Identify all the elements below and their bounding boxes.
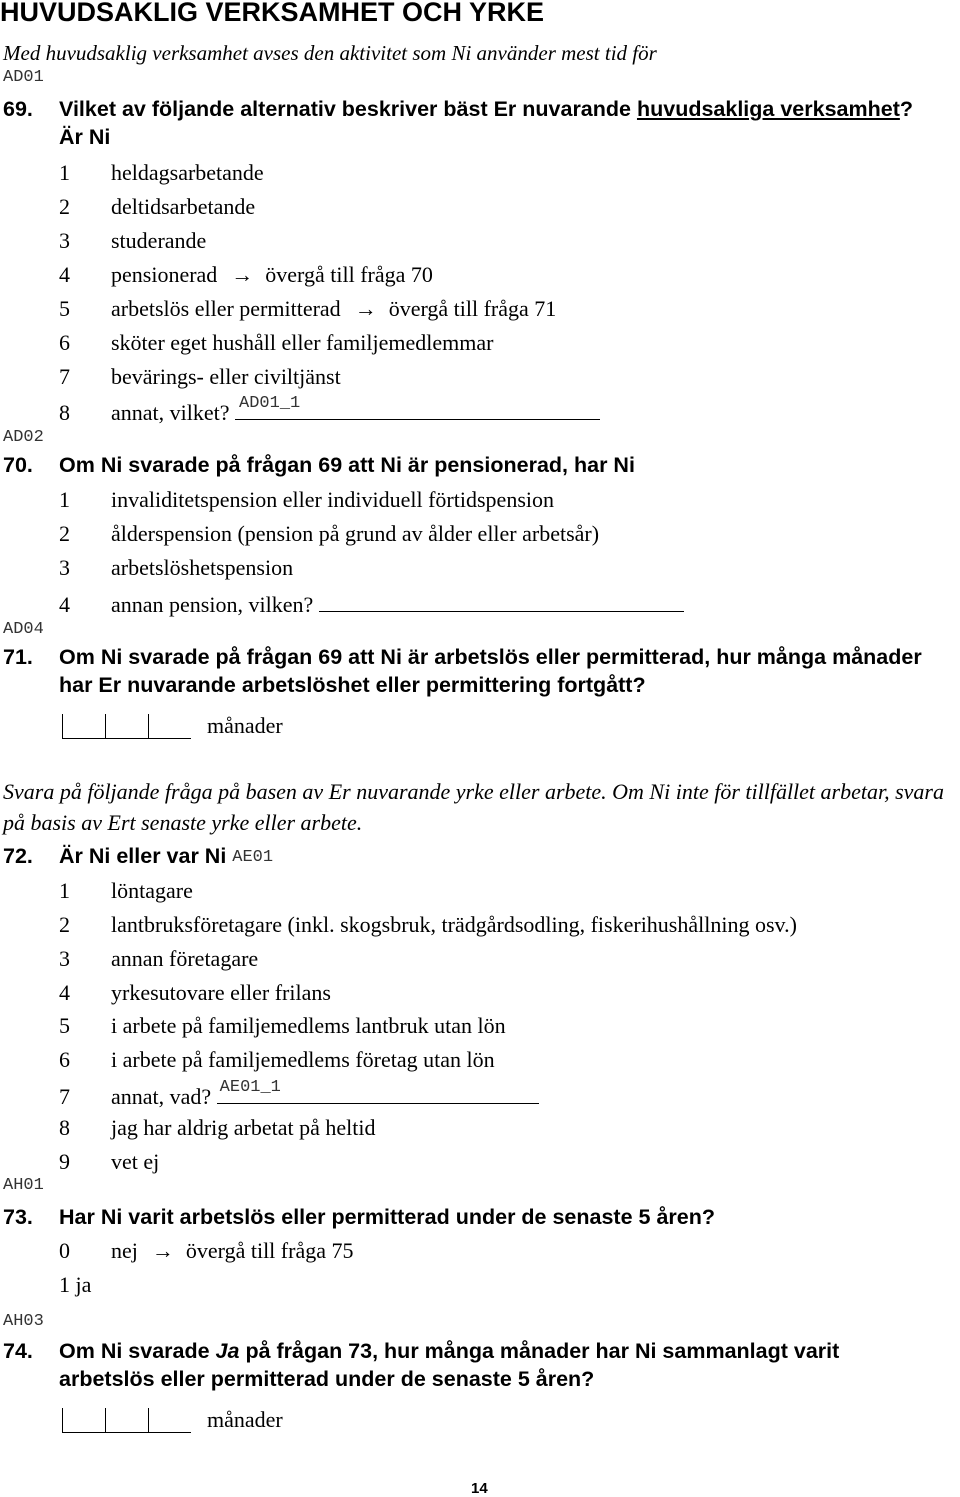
option-label: heldagsarbetande bbox=[111, 160, 264, 185]
skip-instruction: övergå till fråga 71 bbox=[388, 296, 557, 321]
unit-label: månader bbox=[207, 1407, 283, 1432]
option-69-8[interactable] bbox=[59, 394, 600, 426]
option-number: 2 bbox=[59, 912, 70, 937]
question-text-part: Om Ni svarade bbox=[59, 1339, 216, 1363]
option-label: i arbete på familjemedlems företag utan lön bbox=[111, 1047, 495, 1072]
digit-box[interactable] bbox=[62, 714, 105, 739]
question-text-71: Om Ni svarade på frågan 69 att Ni är arbetslös eller permitterad, hur många månader har Er nuvarande arbetslöshet eller permittering fortgått? bbox=[59, 645, 922, 697]
digit-box[interactable] bbox=[148, 1408, 191, 1433]
option-number: 8 bbox=[59, 400, 70, 425]
option-72-9[interactable] bbox=[59, 1149, 159, 1175]
skip-instruction: övergå till fråga 75 bbox=[185, 1238, 354, 1263]
question-text-part: Vilket av följande alternativ beskriver bäst Er nuvarande bbox=[59, 97, 637, 121]
option-72-5[interactable] bbox=[59, 1013, 506, 1039]
option-label: lantbruksföretagare (inkl. skogsbruk, trädgårdsodling, fiskerihushållning osv.) bbox=[111, 912, 797, 937]
question-number: 70. bbox=[3, 453, 33, 477]
option-70-3[interactable] bbox=[59, 555, 293, 581]
question-number: 71. bbox=[3, 645, 33, 669]
option-label: i arbete på familjemedlems lantbruk utan lön bbox=[111, 1013, 506, 1038]
option-72-1[interactable] bbox=[59, 878, 193, 904]
question-text-part: på frågan 73, hur många månader har Ni sammanlagt varit arbetslös eller permitterad under de senaste 5 åren? bbox=[59, 1339, 840, 1391]
question-code: AD04 bbox=[3, 620, 44, 639]
option-number: 3 bbox=[59, 555, 70, 580]
option-number: 9 bbox=[59, 1149, 70, 1174]
question-text-underlined: huvudsakliga verksamhet bbox=[636, 97, 900, 121]
question-code: AH01 bbox=[3, 1176, 44, 1195]
question-text-74 bbox=[59, 1337, 939, 1393]
option-72-7[interactable] bbox=[59, 1078, 539, 1110]
text-answer-field[interactable] bbox=[217, 1078, 539, 1104]
unit-label: månader bbox=[207, 713, 283, 738]
digit-box[interactable] bbox=[148, 714, 191, 739]
option-number: 4 bbox=[59, 262, 70, 287]
option-label: 1 ja bbox=[59, 1272, 92, 1297]
option-number: 6 bbox=[59, 1047, 70, 1072]
text-answer-field[interactable] bbox=[235, 394, 600, 420]
digit-box[interactable] bbox=[105, 714, 148, 739]
option-72-6[interactable] bbox=[59, 1047, 495, 1073]
option-number: 3 bbox=[59, 946, 70, 971]
option-number: 1 bbox=[59, 878, 70, 903]
option-label: yrkesutovare eller frilans bbox=[111, 980, 331, 1005]
option-number: 4 bbox=[59, 980, 70, 1005]
arrow-right-icon: → bbox=[354, 296, 377, 321]
option-label: sköter eget hushåll eller familjemedlemmar bbox=[111, 330, 494, 355]
option-number: 8 bbox=[59, 1115, 70, 1140]
page-number: 14 bbox=[471, 1480, 488, 1497]
option-number: 1 bbox=[59, 487, 70, 512]
option-label: ålderspension (pension på grund av ålder eller arbetsår) bbox=[111, 521, 600, 546]
option-label: pensionerad bbox=[111, 262, 218, 287]
option-72-2[interactable] bbox=[59, 912, 797, 938]
option-69-5[interactable] bbox=[59, 296, 556, 322]
question-text-part: Är Ni eller var Ni bbox=[59, 844, 227, 868]
arrow-right-icon: → bbox=[231, 262, 254, 287]
option-number: 2 bbox=[59, 521, 70, 546]
option-label: arbetslöshetspension bbox=[111, 555, 294, 580]
option-number: 7 bbox=[59, 1084, 70, 1109]
skip-instruction: övergå till fråga 70 bbox=[265, 262, 433, 287]
option-72-3[interactable] bbox=[59, 946, 258, 972]
question-code: AD01 bbox=[3, 68, 44, 87]
option-69-3[interactable] bbox=[59, 228, 206, 254]
option-label: annan företagare bbox=[111, 946, 259, 971]
intro-text: Med huvudsaklig verksamhet avses den aktivitet som Ni använder mest tid för bbox=[3, 41, 657, 65]
option-label: deltidsarbetande bbox=[111, 194, 256, 219]
option-label: jag har aldrig arbetat på heltid bbox=[111, 1115, 376, 1140]
field-code: AE01_1 bbox=[219, 1078, 281, 1097]
option-72-4[interactable] bbox=[59, 980, 331, 1006]
question-code: AD02 bbox=[3, 428, 44, 447]
question-text-70: Om Ni svarade på frågan 69 att Ni är pensionerad, har Ni bbox=[59, 453, 635, 477]
question-text-69 bbox=[59, 95, 929, 151]
question-number: 73. bbox=[3, 1205, 33, 1229]
option-label: löntagare bbox=[111, 878, 193, 903]
option-69-2[interactable] bbox=[59, 194, 255, 220]
option-70-1[interactable] bbox=[59, 487, 554, 513]
option-number: 7 bbox=[59, 364, 70, 389]
question-text-72 bbox=[59, 842, 273, 870]
question-number: 69. bbox=[3, 97, 33, 121]
option-number: 5 bbox=[59, 1013, 70, 1038]
question-number: 72. bbox=[3, 844, 33, 868]
months-answer-boxes[interactable] bbox=[62, 713, 283, 739]
option-number: 2 bbox=[59, 194, 70, 219]
option-label: annat, vilket? bbox=[111, 400, 230, 425]
option-70-2[interactable] bbox=[59, 521, 599, 547]
option-label: annan pension, vilken? bbox=[111, 592, 314, 617]
section-heading: HUVUDSAKLIG VERKSAMHET OCH YRKE bbox=[0, 0, 545, 27]
option-69-4[interactable] bbox=[59, 262, 433, 288]
option-number: 1 bbox=[59, 160, 70, 185]
option-72-8[interactable] bbox=[59, 1115, 376, 1141]
question-code: AE01 bbox=[232, 848, 274, 867]
months-answer-boxes[interactable] bbox=[62, 1407, 283, 1433]
option-label: invaliditetspension eller individuell förtidspension bbox=[111, 487, 554, 512]
option-69-6[interactable] bbox=[59, 330, 493, 356]
option-73-1[interactable] bbox=[59, 1272, 91, 1298]
option-69-7[interactable] bbox=[59, 364, 341, 390]
option-69-1[interactable] bbox=[59, 160, 264, 186]
option-label: studerande bbox=[111, 228, 207, 253]
question-number: 74. bbox=[3, 1339, 33, 1363]
question-text-italic: Ja bbox=[215, 1339, 240, 1363]
instruction-text: Svara på följande fråga på basen av Er nuvarande yrke eller arbete. Om Ni inte för tillfället arbetar, svara på basis av Ert senaste yrke eller arbete. bbox=[3, 779, 944, 835]
option-label: nej bbox=[111, 1238, 138, 1263]
digit-box[interactable] bbox=[62, 1408, 105, 1433]
question-code: AH03 bbox=[3, 1312, 44, 1331]
option-label: bevärings- eller civiltjänst bbox=[111, 364, 341, 389]
option-label: vet ej bbox=[111, 1149, 160, 1174]
option-label: arbetslös eller permitterad bbox=[111, 296, 341, 321]
option-70-4[interactable] bbox=[59, 589, 684, 618]
option-number: 4 bbox=[59, 592, 70, 617]
option-73-0[interactable] bbox=[59, 1238, 353, 1264]
digit-box[interactable] bbox=[105, 1408, 148, 1433]
option-label: annat, vad? bbox=[111, 1084, 212, 1109]
arrow-right-icon: → bbox=[151, 1238, 174, 1263]
field-code: AD01_1 bbox=[239, 394, 301, 413]
option-number: 3 bbox=[59, 228, 70, 253]
text-answer-field[interactable] bbox=[319, 589, 684, 612]
question-text-part: ? Är Ni bbox=[59, 97, 914, 149]
question-text-73: Har Ni varit arbetslös eller permitterad under de senaste 5 åren? bbox=[59, 1205, 716, 1229]
option-number: 5 bbox=[59, 296, 70, 321]
option-number: 0 bbox=[59, 1238, 70, 1263]
option-number: 6 bbox=[59, 330, 70, 355]
